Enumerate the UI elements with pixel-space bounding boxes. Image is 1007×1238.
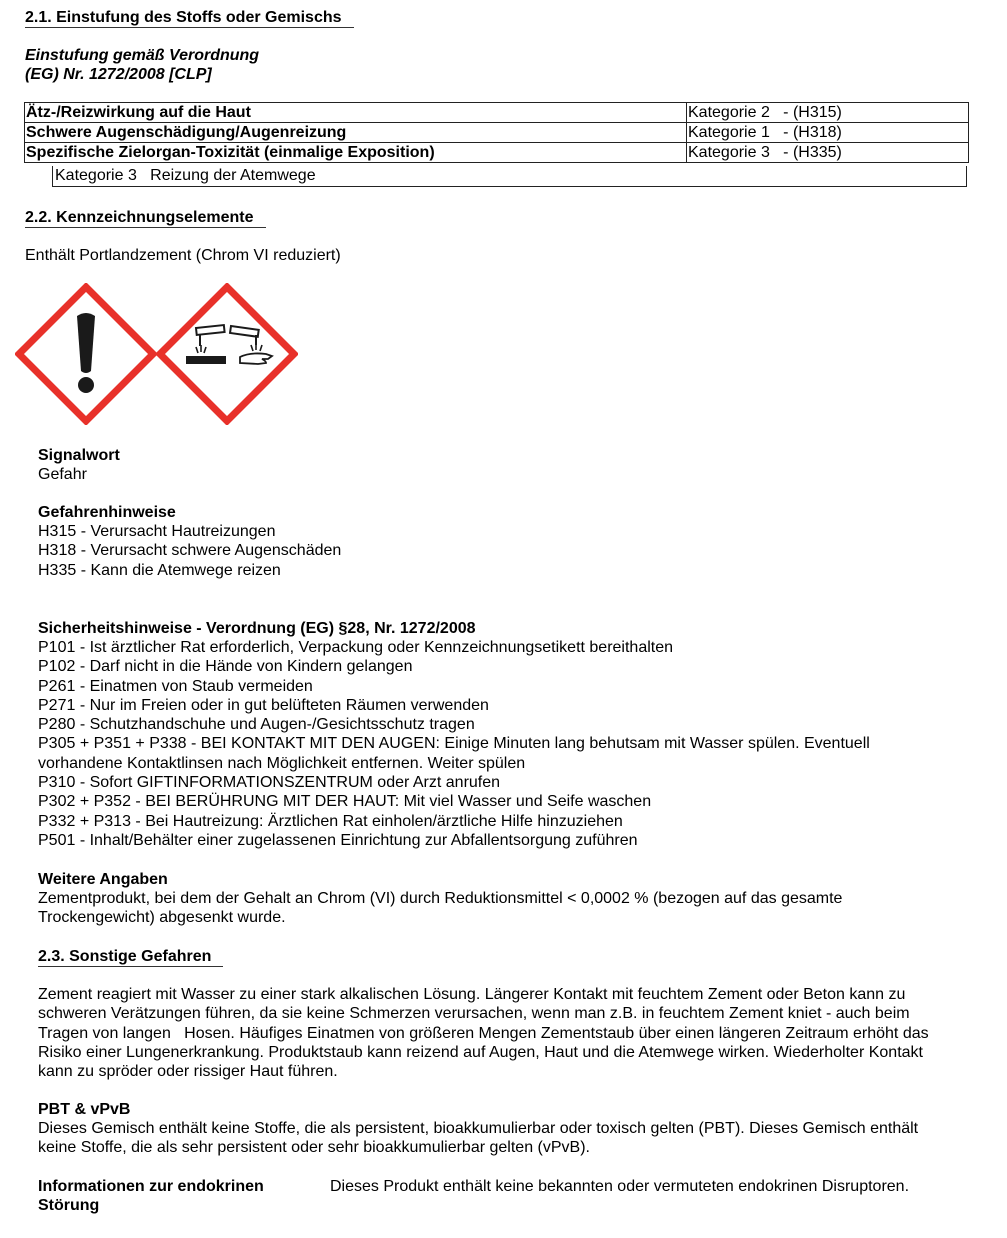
further-info-label: Weitere Angaben [38, 871, 168, 888]
endocrine-text: Dieses Produkt enthält keine bekannten oder vermuteten endokrinen Disruptoren. [330, 1178, 910, 1195]
classification-subheading-line1: Einstufung gemäß Verordnung [25, 47, 260, 64]
precautionary-statement: P280 - Schutzhandschuhe und Augen-/Gesichtsschutz tragen [38, 716, 475, 734]
precautionary-statements-label: Sicherheitshinweise - Verordnung (EG) §28, Nr. 1272/2008 [38, 620, 476, 637]
classification-table [24, 102, 969, 163]
precautionary-statement: P271 - Nur im Freien oder in gut belüfteten Räumen verwenden [38, 696, 489, 714]
precautionary-statement: P305 + P351 + P338 - BEI KONTAKT MIT DEN AUGEN: Einige Minuten lang behutsam mit Wasser spülen. Eventuell [38, 735, 870, 753]
precautionary-statement: P332 + P313 - Bei Hautreizung: Ärztlichen Rat einholen/ärztliche Hilfe hinzuziehen [38, 812, 623, 830]
classification-sub-row: Kategorie 3 Reizung der Atemwege [52, 166, 967, 187]
table-row [25, 103, 969, 123]
paragraph-line: Zement reagiert mit Wasser zu einer stark alkalischen Lösung. Längerer Kontakt mit feuchtem Zement oder Beton kann zu [38, 986, 906, 1003]
section-2-2-heading: 2.2. Kennzeichnungselemente [25, 208, 266, 228]
classification-subheading-line2: (EG) Nr. 1272/2008 [CLP] [25, 66, 212, 83]
further-info-line: Zementprodukt, bei dem der Gehalt an Chrom (VI) durch Reduktionsmittel < 0,0002 % (bezogen auf das gesamte [38, 890, 843, 907]
precautionary-statement: vorhandene Kontaktlinsen nach Möglichkeit entfernen. Weiter spülen [38, 754, 526, 772]
hazard-class: Schwere Augenschädigung/Augenreizung [25, 123, 687, 143]
paragraph-line: schweren Verätzungen führen, da sie keine Schmerzen verursachen, wenn man z.B. in feuchtem Zement kniet - auch beim [38, 1005, 910, 1023]
pbt-line: Dieses Gemisch enthält keine Stoffe, die als persistent, bioakkumulierbar oder toxisch gelten (PBT). Dieses Gemisch enthält [38, 1120, 919, 1137]
signal-word: Gefahr [38, 466, 87, 483]
precautionary-statement: P102 - Darf nicht in die Hände von Kindern gelangen [38, 658, 413, 676]
paragraph-line: Tragen von langen Hosen. Häufiges Einatmen von größeren Mengen Zementstaub über einen längeren Zeitraum erhöht das [38, 1024, 929, 1042]
precautionary-statement: P101 - Ist ärztlicher Rat erforderlich, Verpackung oder Kennzeichnungsetikett bereithalten [38, 639, 674, 656]
pbt-label: PBT & vPvB [38, 1101, 131, 1118]
other-hazards-paragraph [38, 985, 929, 1081]
precautionary-statement: P310 - Sofort GIFTINFORMATIONSZENTRUM oder Arzt anrufen [38, 774, 501, 792]
hazard-category: Kategorie 3 - (H335) [687, 143, 969, 163]
contains-statement: Enthält Portlandzement (Chrom VI reduziert) [25, 247, 341, 264]
hazard-class: Ätz-/Reizwirkung auf die Haut [25, 103, 687, 123]
hazard-category: Kategorie 2 - (H315) [687, 103, 969, 123]
hazard-statement: H318 - Verursacht schwere Augenschäden [38, 542, 342, 560]
endocrine-label-line1: Informationen zur endokrinen [38, 1178, 264, 1195]
corrosion-icon [156, 283, 298, 425]
hazard-statements-label: Gefahrenhinweise [38, 504, 176, 521]
pbt-line: keine Stoffe, die als sehr persistent oder sehr bioakkumulierbar gelten (vPvB). [38, 1139, 590, 1156]
precautionary-statements-list [38, 638, 870, 850]
table-row [25, 123, 969, 143]
endocrine-label-line2: Störung [38, 1197, 100, 1214]
hazard-statement: H335 - Kann die Atemwege reizen [38, 561, 281, 579]
hazard-category: Kategorie 1 - (H318) [687, 123, 969, 143]
precautionary-statement: P302 + P352 - BEI BERÜHRUNG MIT DER HAUT: Mit viel Wasser und Seife waschen [38, 793, 652, 811]
precautionary-statement: P501 - Inhalt/Behälter einer zugelassenen Einrichtung zur Abfallentsorgung zuführen [38, 831, 638, 849]
section-2-1-heading: 2.1. Einstufung des Stoffs oder Gemischs [25, 8, 354, 28]
section-2-3-heading: 2.3. Sonstige Gefahren [38, 947, 223, 967]
hazard-statements-list [38, 522, 341, 580]
further-info-line: Trockengewicht) abgesenkt wurde. [38, 909, 286, 926]
paragraph-line: Risiko einer Lungenerkrankung. Produktstaub kann reizend auf Augen, Haut und die Atemwege wirken. Wiederholter Kontakt [38, 1043, 923, 1061]
hazard-statement: H315 - Verursacht Hautreizungen [38, 523, 276, 540]
hazard-class: Spezifische Zielorgan-Toxizität (einmalige Exposition) [25, 143, 687, 163]
paragraph-line: kann zu spröder oder rissiger Haut führen. [38, 1063, 338, 1081]
precautionary-statement: P261 - Einatmen von Staub vermeiden [38, 677, 313, 695]
table-row [25, 143, 969, 163]
signal-word-label: Signalwort [38, 447, 120, 464]
exclamation-mark-icon [15, 283, 157, 425]
